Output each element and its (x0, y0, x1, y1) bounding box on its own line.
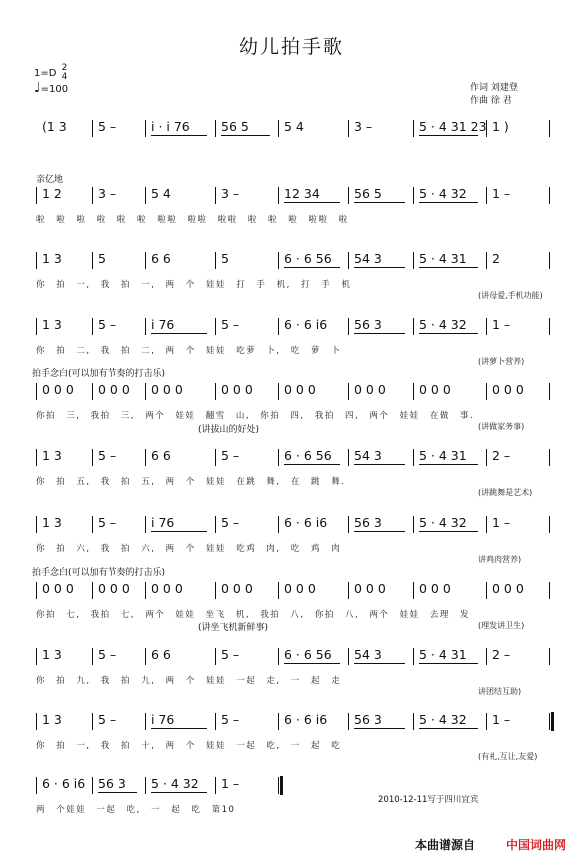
measure-notes: 0 0 0 (151, 581, 183, 596)
bar-line (215, 777, 216, 794)
beam-underline (221, 135, 270, 136)
bar-line (92, 318, 93, 335)
measure-notes: 0 0 0 (98, 382, 130, 397)
beats-top: 2 (61, 63, 68, 73)
bar-line (36, 449, 37, 466)
bar-line (486, 648, 487, 665)
score-row (0, 118, 583, 138)
beam-underline (419, 267, 478, 268)
measure-notes: 1 2 (42, 186, 62, 201)
teaching-note: (讲母爱,手机功能) (478, 291, 543, 300)
time-signature (62, 64, 68, 82)
beam-underline (354, 728, 405, 729)
beam-underline (354, 663, 405, 664)
source-label: 本曲谱源自 (415, 838, 476, 852)
bar-line (278, 449, 279, 466)
bar-line (145, 777, 146, 794)
beam-underline (419, 531, 478, 532)
score-row (0, 775, 583, 795)
source-site-logo: 中国词曲网 (506, 838, 567, 852)
bar-line (348, 582, 349, 599)
lyrics-line: 你拍 三, 我拍 三, 两个 娃娃 翻雪 山, 你拍 四, 我拍 四, 两个 娃娃 在做 事. (36, 411, 475, 421)
measure-notes: 5 – (98, 119, 117, 134)
bar-line (215, 516, 216, 533)
measure-notes: 0 0 0 (221, 581, 253, 596)
bar-line (92, 252, 93, 269)
beam-underline (284, 202, 340, 203)
teaching-note: (讲跳舞是艺术) (478, 488, 533, 497)
measure-notes: 5 4 (151, 186, 171, 201)
bar-line (549, 187, 550, 204)
bar-line (486, 516, 487, 533)
bar-line (348, 516, 349, 533)
beam-underline (419, 333, 478, 334)
measure-notes: 1 3 (42, 515, 62, 530)
measure-notes: 1 3 (42, 712, 62, 727)
bar-line (36, 777, 37, 794)
bar-line (92, 120, 93, 137)
measure-notes: 0 0 0 (419, 581, 451, 596)
measure-notes: 0 0 0 (284, 581, 316, 596)
lyrics-line: 你 拍 六, 我 拍 六, 两 个 娃娃 吃鸡 肉, 吃 鸡 肉 (36, 544, 342, 554)
measure-notes: 6 · 6 56 (284, 647, 332, 662)
bar-line (36, 516, 37, 533)
beam-underline (354, 267, 405, 268)
measure-notes: 5 – (221, 448, 240, 463)
measure-notes: 5 · 4 32 (419, 712, 467, 727)
bar-line (413, 383, 414, 400)
score-row (0, 381, 583, 401)
key-label: 1=D (34, 68, 57, 79)
bar-line (36, 383, 37, 400)
measure-notes: 56 5 (354, 186, 382, 201)
bar-line (215, 318, 216, 335)
measure-notes: 6 6 (151, 251, 171, 266)
score-row (0, 646, 583, 666)
measure-notes: 1 3 (42, 317, 62, 332)
measure-notes: 1 ) (492, 119, 509, 134)
lyrics-line: 你 拍 五, 我 拍 五, 两 个 娃娃 在跳 舞, 在 跳 舞. (36, 477, 346, 487)
measure-notes: i · i 76 (151, 119, 190, 134)
bar-line (145, 582, 146, 599)
bar-line (36, 713, 37, 730)
bar-line (92, 187, 93, 204)
beam-underline (151, 135, 207, 136)
bar-line (145, 187, 146, 204)
bar-line (145, 252, 146, 269)
composer-credit: 作曲 徐 君 (470, 96, 512, 106)
key-signature (34, 64, 68, 96)
bar-line (145, 713, 146, 730)
bar-line (413, 318, 414, 335)
bar-line (145, 648, 146, 665)
measure-notes: 0 0 0 (492, 382, 524, 397)
lyrics-line: 你 拍 二, 我 拍 二, 两 个 娃娃 吃萝 卜, 吃 萝 卜 (36, 346, 342, 356)
teaching-note: (讲萝卜营养) (478, 357, 525, 366)
measure-notes: 12 34 (284, 186, 320, 201)
bar-line (278, 582, 279, 599)
lyrics-line: 你 拍 一, 我 拍 一, 两 个 娃娃 打 手 机, 打 手 机 (36, 280, 352, 290)
bar-line (92, 383, 93, 400)
bar-line (413, 120, 414, 137)
measure-notes: 2 – (492, 448, 511, 463)
measure-notes: 5 – (98, 647, 117, 662)
bar-line (92, 449, 93, 466)
bar-line (278, 187, 279, 204)
bar-line (36, 648, 37, 665)
bar-line (486, 713, 487, 730)
bar-line (36, 582, 37, 599)
measure-notes: 6 · 6 i6 (284, 317, 328, 332)
bar-line (145, 383, 146, 400)
lyrics-line: 你 拍 九, 我 拍 九, 两 个 娃娃 一起 走, 一 起 走 (36, 676, 342, 686)
score-row (0, 316, 583, 336)
bar-line (215, 120, 216, 137)
measure-notes: 0 0 0 (151, 382, 183, 397)
bar-line (215, 582, 216, 599)
final-bar-line (280, 776, 283, 795)
bar-line (92, 648, 93, 665)
bar-line (278, 383, 279, 400)
clap-section-label-2: 拍手念白(可以加有节奏的打击乐) (32, 568, 166, 578)
measure-notes: 5 · 4 32 (419, 515, 467, 530)
lyrics-line: 两 个娃娃 一起 吃, 一 起 吃 第10 (36, 805, 236, 815)
bar-line (36, 252, 37, 269)
measure-notes: 0 0 0 (354, 382, 386, 397)
bar-line (348, 187, 349, 204)
beats-bottom: 4 (61, 72, 68, 82)
measure-notes: 5 (98, 251, 106, 266)
teaching-note: 讲鸡肉营养) (478, 555, 522, 564)
bar-line (413, 252, 414, 269)
beam-underline (354, 531, 405, 532)
quarter-note-icon: ♩ (34, 80, 41, 96)
bar-line (215, 713, 216, 730)
bar-line (413, 582, 414, 599)
measure-notes: 56 3 (98, 776, 126, 791)
final-bar-line (551, 712, 554, 731)
measure-notes: 5 – (98, 317, 117, 332)
measure-notes: i 76 (151, 317, 175, 332)
bar-line (278, 713, 279, 730)
measure-notes: 3 – (221, 186, 240, 201)
bar-line (486, 582, 487, 599)
measure-notes: 1 – (221, 776, 240, 791)
teaching-note: (讲做家务事) (478, 422, 525, 431)
score-row (0, 711, 583, 731)
measure-notes: 56 3 (354, 515, 382, 530)
lyrics-line: 你 拍 一, 我 拍 十, 两 个 娃娃 一起 吃, 一 起 吃 (36, 741, 342, 751)
bar-line (348, 318, 349, 335)
beam-underline (284, 267, 340, 268)
intro-label: 亲亿地 (36, 175, 64, 185)
score-row (0, 580, 583, 600)
clap-section-label-1: 拍手念白(可以加有节奏的打击乐) (32, 369, 166, 379)
measure-notes: 0 0 0 (492, 581, 524, 596)
bar-line (549, 516, 550, 533)
beam-underline (98, 792, 137, 793)
measure-notes: 1 3 (42, 251, 62, 266)
measure-notes: 5 – (221, 647, 240, 662)
measure-notes: 2 (492, 251, 500, 266)
beam-underline (419, 728, 478, 729)
teaching-note: 讲团结互助) (478, 687, 522, 696)
measure-notes: 5 · 4 32 (151, 776, 199, 791)
bar-line (486, 449, 487, 466)
measure-notes: 2 – (492, 647, 511, 662)
measure-notes: 0 0 0 (221, 382, 253, 397)
bar-line (549, 252, 550, 269)
measure-notes: 3 – (98, 186, 117, 201)
measure-notes: 5 · 4 32 (419, 186, 467, 201)
bar-line (215, 383, 216, 400)
bar-line (348, 713, 349, 730)
bar-line (36, 187, 37, 204)
bar-line (549, 449, 550, 466)
measure-notes: 5 · 4 31 (419, 251, 467, 266)
measure-notes: 1 – (492, 317, 511, 332)
bar-line (278, 777, 279, 794)
measure-notes: 0 0 0 (284, 382, 316, 397)
score-row (0, 514, 583, 534)
bar-line (278, 252, 279, 269)
measure-notes: 1 – (492, 712, 511, 727)
measure-notes: 54 3 (354, 647, 382, 662)
measure-notes: 1 – (492, 186, 511, 201)
beam-underline (151, 531, 207, 532)
beam-underline (419, 135, 478, 136)
bar-line (413, 648, 414, 665)
measure-notes: 6 6 (151, 448, 171, 463)
bar-line (215, 648, 216, 665)
measure-notes: 5 · 4 31 (419, 647, 467, 662)
score-row (0, 447, 583, 467)
bar-line (145, 449, 146, 466)
measure-notes: 0 0 0 (354, 581, 386, 596)
bar-line (486, 318, 487, 335)
beam-underline (419, 464, 478, 465)
beam-underline (284, 464, 340, 465)
composition-date: 2010-12-11写于四川宜宾 (378, 795, 479, 805)
measure-notes: 6 · 6 i6 (42, 776, 86, 791)
score-row (0, 185, 583, 205)
measure-notes: 1 3 (42, 448, 62, 463)
lyricist-credit: 作词 刘建登 (470, 83, 518, 93)
bar-line (549, 713, 550, 730)
bar-line (92, 713, 93, 730)
bar-line (145, 516, 146, 533)
bar-line (215, 187, 216, 204)
bar-line (215, 449, 216, 466)
measure-notes: 5 – (98, 712, 117, 727)
tempo-label: =100 (40, 84, 69, 95)
lyrics-line: 啦 啦 啦 啦 啦 啦 啦啦 啦啦 啦啦 啦 啦 啦 啦啦 啦 (36, 215, 349, 225)
bar-line (215, 252, 216, 269)
beam-underline (284, 663, 340, 664)
measure-notes: 5 (221, 251, 229, 266)
bar-line (348, 120, 349, 137)
bar-line (278, 516, 279, 533)
clap-section-note-1: (讲拔山的好处) (198, 425, 260, 435)
bar-line (348, 383, 349, 400)
score-row (0, 250, 583, 270)
measure-notes: 6 · 6 i6 (284, 515, 328, 530)
beam-underline (419, 202, 478, 203)
bar-line (278, 120, 279, 137)
measure-notes: 56 3 (354, 317, 382, 332)
measure-notes: 0 0 0 (419, 382, 451, 397)
bar-line (145, 318, 146, 335)
measure-notes: i 76 (151, 712, 175, 727)
measure-notes: 5 – (221, 515, 240, 530)
measure-notes: i 76 (151, 515, 175, 530)
measure-notes: 6 · 6 56 (284, 448, 332, 463)
bar-line (92, 582, 93, 599)
bar-line (549, 383, 550, 400)
bar-line (413, 516, 414, 533)
bar-line (278, 648, 279, 665)
measure-notes: 5 4 (284, 119, 304, 134)
beam-underline (419, 663, 478, 664)
bar-line (278, 318, 279, 335)
bar-line (145, 120, 146, 137)
measure-notes: 3 – (354, 119, 373, 134)
measure-notes: 5 – (98, 515, 117, 530)
bar-line (348, 449, 349, 466)
measure-notes: 6 · 6 56 (284, 251, 332, 266)
bar-line (486, 252, 487, 269)
lyrics-line: 你拍 七, 我拍 七, 两个 娃娃 坐飞 机, 我拍 八, 你拍 八, 两个 娃娃 去理 发 (36, 610, 471, 620)
bar-line (92, 777, 93, 794)
measure-notes: 5 – (221, 317, 240, 332)
bar-line (92, 516, 93, 533)
measure-notes: 0 0 0 (42, 581, 74, 596)
beam-underline (354, 464, 405, 465)
bar-line (413, 713, 414, 730)
measure-notes: 0 0 0 (98, 581, 130, 596)
measure-notes: 5 · 4 31 (419, 448, 467, 463)
measure-notes: 56 3 (354, 712, 382, 727)
bar-line (348, 252, 349, 269)
measure-notes: 1 – (492, 515, 511, 530)
bar-line (413, 187, 414, 204)
measure-notes: (1 3 (42, 119, 67, 134)
beam-underline (354, 333, 405, 334)
beam-underline (354, 202, 405, 203)
bar-line (549, 120, 550, 137)
measure-notes: 5 · 4 31 23 (419, 119, 487, 134)
teaching-note: (有礼,互让,友爱) (478, 752, 538, 761)
bar-line (549, 582, 550, 599)
measure-notes: 1 3 (42, 647, 62, 662)
beam-underline (151, 333, 207, 334)
measure-notes: 54 3 (354, 251, 382, 266)
teaching-note: (理发讲卫生) (478, 621, 525, 630)
beam-underline (151, 792, 207, 793)
page-title: 幼儿拍手歌 (238, 36, 344, 58)
measure-notes: 5 · 4 32 (419, 317, 467, 332)
clap-section-note-2: (讲坐飞机新鲜事) (198, 623, 269, 633)
measure-notes: 6 · 6 i6 (284, 712, 328, 727)
bar-line (413, 449, 414, 466)
measure-notes: 5 – (221, 712, 240, 727)
measure-notes: 6 6 (151, 647, 171, 662)
bar-line (486, 383, 487, 400)
measure-notes: 5 – (98, 448, 117, 463)
bar-line (549, 648, 550, 665)
measure-notes: 56 5 (221, 119, 249, 134)
bar-line (549, 318, 550, 335)
measure-notes: 0 0 0 (42, 382, 74, 397)
bar-line (348, 648, 349, 665)
bar-line (36, 318, 37, 335)
beam-underline (151, 728, 207, 729)
bar-line (486, 187, 487, 204)
measure-notes: 54 3 (354, 448, 382, 463)
